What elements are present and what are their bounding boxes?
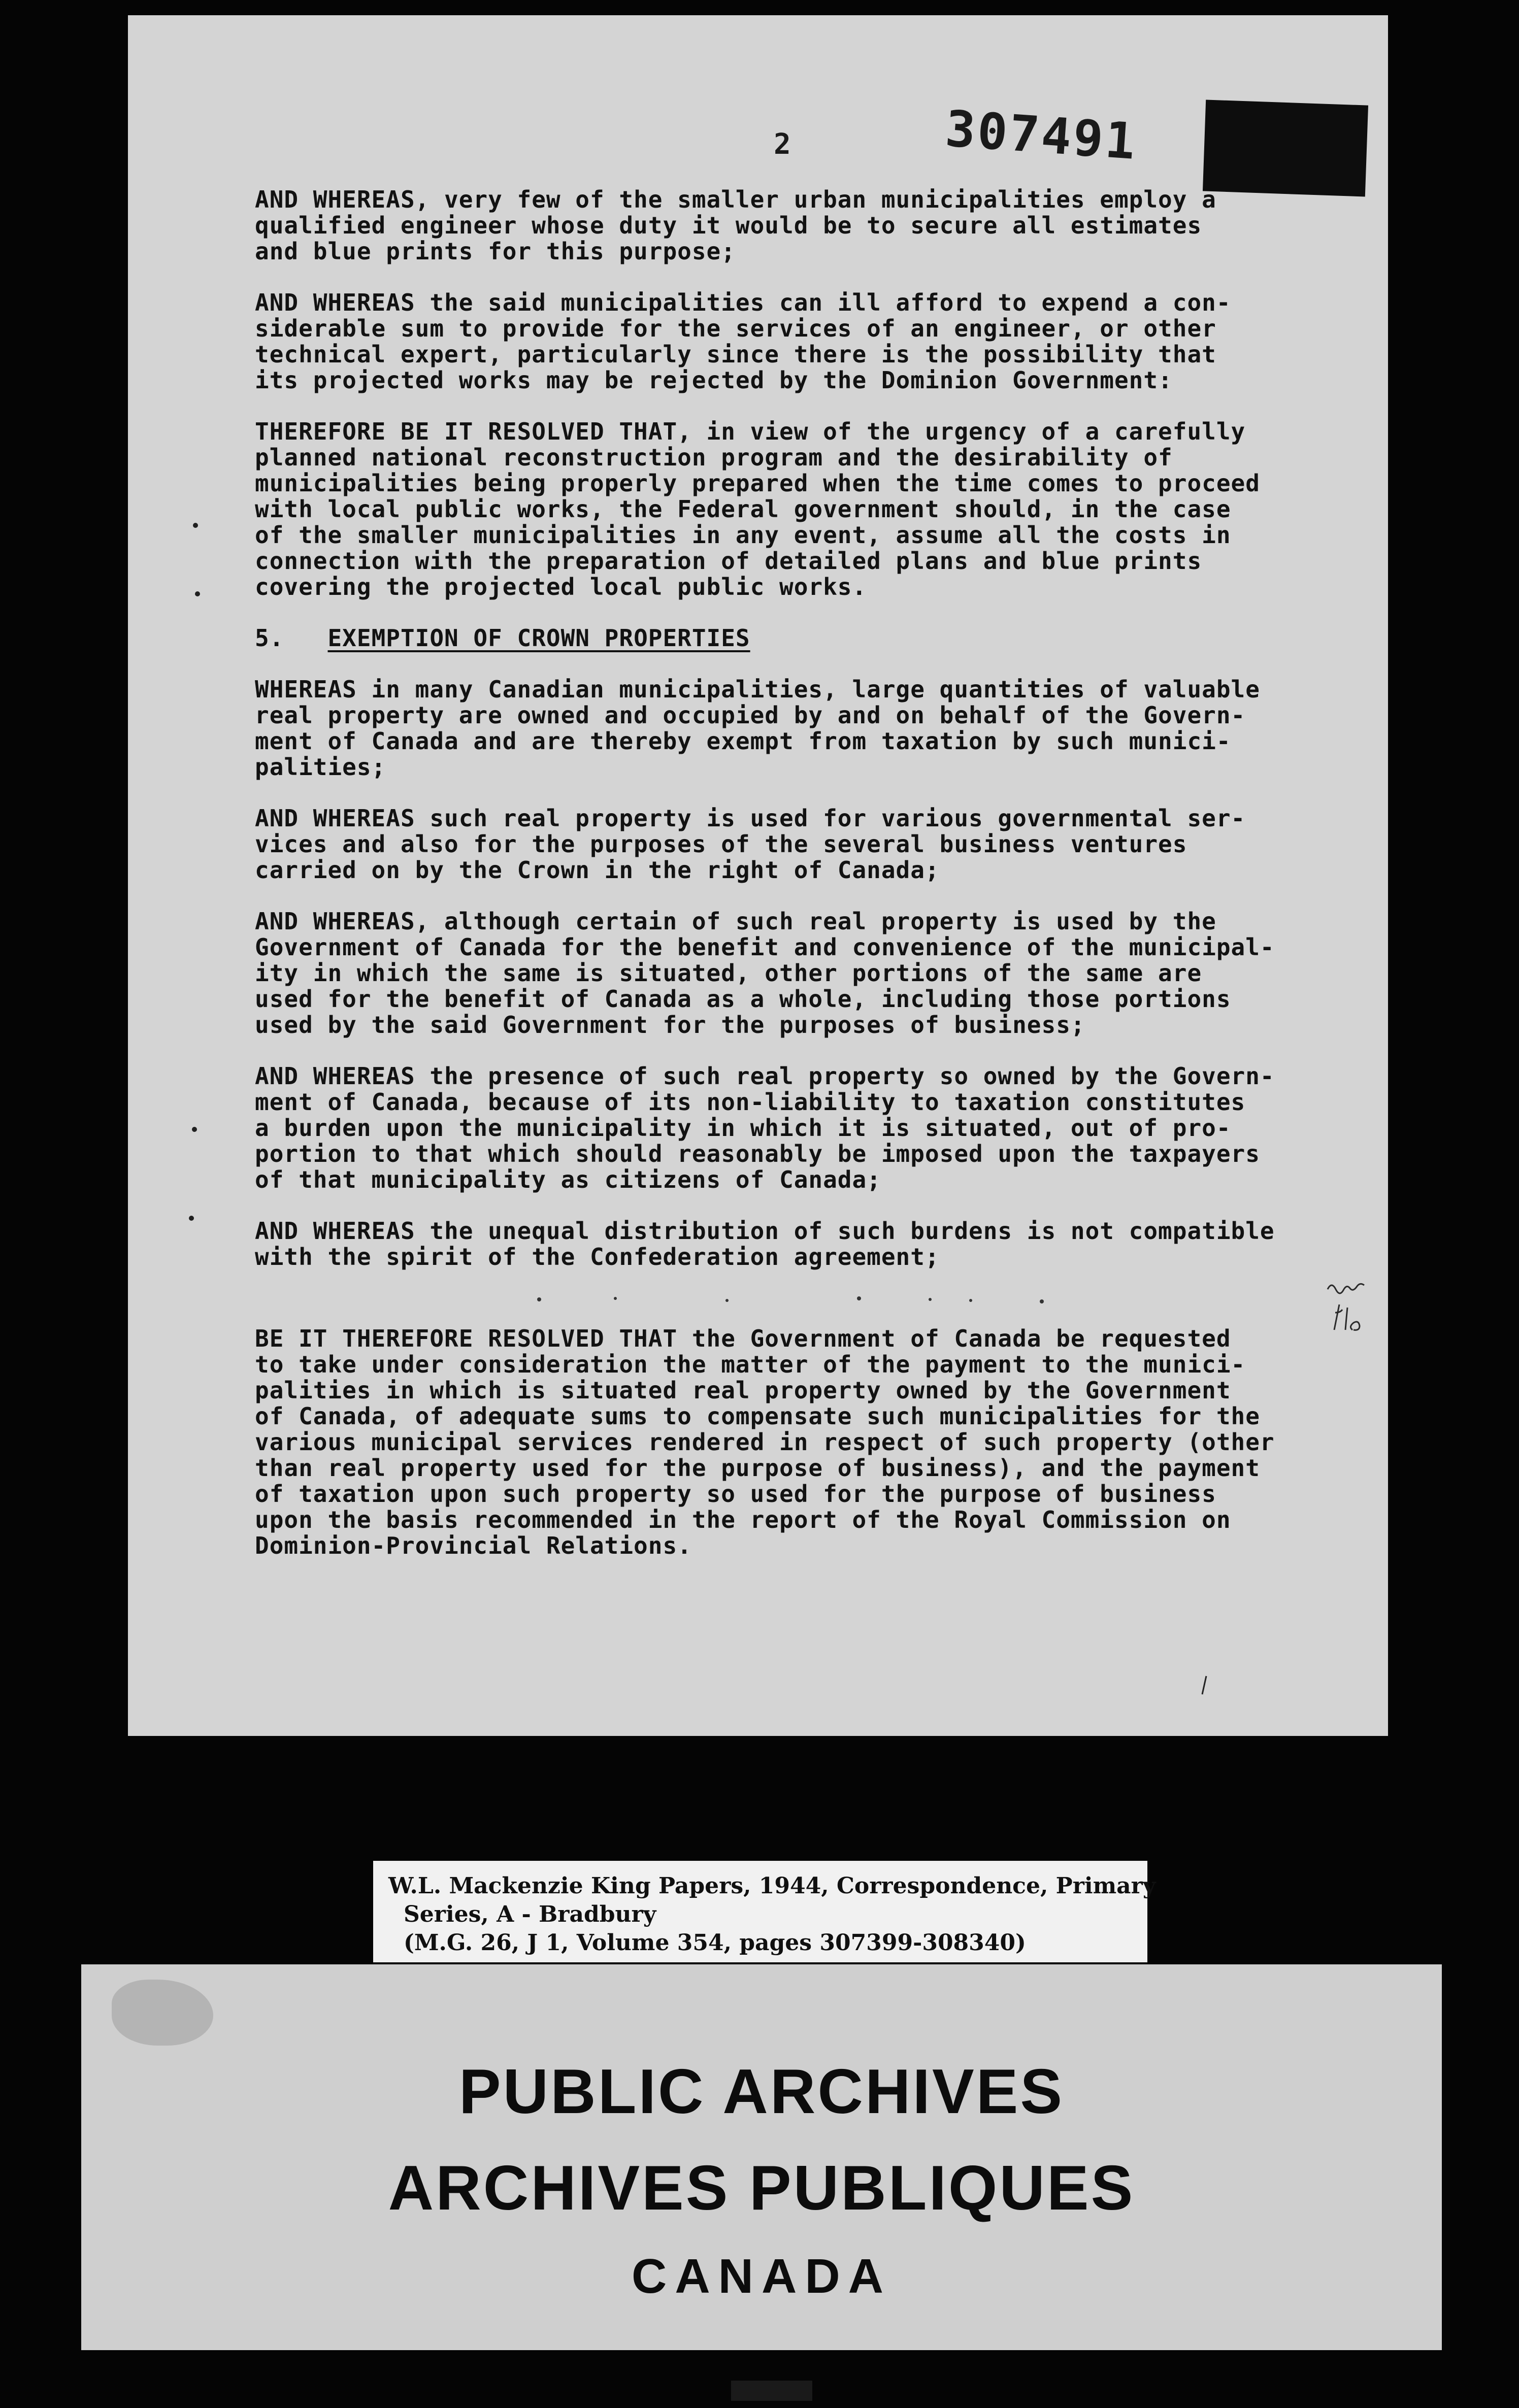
text-line: of the smaller municipalities in any event, assume all the costs in	[255, 521, 1231, 549]
text-line: palities;	[255, 753, 386, 781]
text-line: with the spirit of the Confederation agreement;	[255, 1243, 940, 1270]
page-number: 2	[774, 128, 791, 161]
torn-edge	[112, 1980, 213, 2046]
paragraph	[255, 677, 1357, 780]
citation-line: (M.G. 26, J 1, Volume 354, pages 307399-308340)	[404, 1930, 1026, 1956]
text-line: of Canada, of adequate sums to compensate such municipalities for the	[255, 1402, 1260, 1430]
text-line: its projected works may be rejected by the Dominion Government:	[255, 366, 1173, 394]
margin-mark	[192, 1127, 197, 1132]
text-line: WHEREAS in many Canadian municipalities, large quantities of valuable	[255, 676, 1260, 703]
text-line: municipalities being properly prepared when the time comes to proceed	[255, 470, 1260, 497]
text-line: connection with the preparation of detailed plans and blue prints	[255, 547, 1202, 575]
text-line: real property are owned and occupied by and on behalf of the Govern-	[255, 701, 1246, 729]
text-line: a burden upon the municipality in which it is situated, out of pro-	[255, 1114, 1231, 1142]
text-line: ity in which the same is situated, other portions of the same are	[255, 959, 1202, 987]
paragraph	[255, 187, 1357, 264]
text-line: portion to that which should reasonably be imposed upon the taxpayers	[255, 1140, 1260, 1167]
text-line: AND WHEREAS the unequal distribution of such burdens is not compatible	[255, 1217, 1275, 1245]
section-heading	[255, 625, 1357, 651]
citation-line: Series, A - Bradbury	[404, 1901, 656, 1927]
text-line: carried on by the Crown in the right of Canada;	[255, 856, 940, 884]
resolution-text	[255, 187, 1357, 1584]
text-line: BE IT THEREFORE RESOLVED THAT the Government of Canada be requested	[255, 1325, 1231, 1352]
text-line: THEREFORE BE IT RESOLVED THAT, in view of the urgency of a carefully	[255, 418, 1246, 445]
archive-name-french: ARCHIVES PUBLIQUES	[388, 2153, 1135, 2223]
text-line: to take under consideration the matter of the payment to the munici-	[255, 1351, 1246, 1378]
text-line: AND WHEREAS the presence of such real property so owned by the Govern-	[255, 1062, 1275, 1090]
text-line: qualified engineer whose duty it would be to secure all estimates	[255, 212, 1202, 239]
text-line: used for the benefit of Canada as a whole, including those portions	[255, 985, 1231, 1013]
text-line: ment of Canada and are thereby exempt from taxation by such munici-	[255, 727, 1231, 755]
film-edge-mark	[731, 2381, 812, 2401]
text-line: technical expert, particularly since there is the possibility that	[255, 341, 1216, 368]
margin-mark	[193, 523, 198, 528]
paragraph	[255, 806, 1357, 883]
text-line: vices and also for the purposes of the several business ventures	[255, 830, 1187, 858]
section-title: EXEMPTION OF CROWN PROPERTIES	[327, 624, 750, 652]
paragraph	[255, 1326, 1357, 1559]
text-line: of taxation upon such property so used for the purpose of business	[255, 1480, 1216, 1508]
text-line: AND WHEREAS, very few of the smaller urban municipalities employ a	[255, 186, 1216, 213]
margin-mark	[195, 591, 200, 596]
text-line: AND WHEREAS the said municipalities can ill afford to expend a con-	[255, 289, 1231, 316]
citation-label	[373, 1861, 1156, 1962]
stray-dots	[534, 1294, 1245, 1305]
paragraph	[255, 1218, 1357, 1270]
text-line: various municipal services rendered in respect of such property (other	[255, 1428, 1275, 1456]
paragraph	[255, 290, 1357, 393]
text-line: Dominion-Provincial Relations.	[255, 1532, 692, 1559]
text-line: Government of Canada for the benefit and convenience of the municipal-	[255, 933, 1275, 961]
text-line: used by the said Government for the purposes of business;	[255, 1011, 1085, 1039]
text-line: with local public works, the Federal government should, in the case	[255, 495, 1231, 523]
section-number: 5.	[255, 624, 284, 652]
text-line: AND WHEREAS, although certain of such real property is used by the	[255, 908, 1216, 935]
redaction-block	[1203, 99, 1368, 196]
document-page	[128, 15, 1388, 1736]
text-line: of that municipality as citizens of Canada;	[255, 1166, 881, 1193]
text-line: ment of Canada, because of its non-liability to taxation constitutes	[255, 1088, 1246, 1116]
pen-tick	[1199, 1675, 1209, 1695]
text-line: siderable sum to provide for the services of an engineer, or other	[255, 315, 1216, 342]
text-line: upon the basis recommended in the report of the Royal Commission on	[255, 1506, 1231, 1533]
archive-banner	[81, 1964, 1442, 2350]
archive-country: CANADA	[632, 2249, 891, 2303]
handwritten-file-note	[1325, 1274, 1371, 1340]
text-line: palities in which is situated real property owned by the Government	[255, 1377, 1231, 1404]
archive-stamp-number: 307491	[943, 99, 1139, 172]
paragraph	[255, 909, 1357, 1038]
text-line: than real property used for the purpose of business), and the payment	[255, 1454, 1260, 1482]
text-line: planned national reconstruction program and the desirability of	[255, 444, 1173, 471]
paragraph	[255, 419, 1357, 600]
text-line: and blue prints for this purpose;	[255, 238, 736, 265]
text-line: AND WHEREAS such real property is used for various governmental ser-	[255, 805, 1246, 832]
text-line: covering the projected local public works.	[255, 573, 867, 600]
citation-line: W.L. Mackenzie King Papers, 1944, Correspondence, Primary	[388, 1873, 1156, 1899]
paragraph	[255, 1063, 1357, 1193]
archive-name-english: PUBLIC ARCHIVES	[458, 2057, 1065, 2127]
margin-mark	[189, 1216, 194, 1221]
